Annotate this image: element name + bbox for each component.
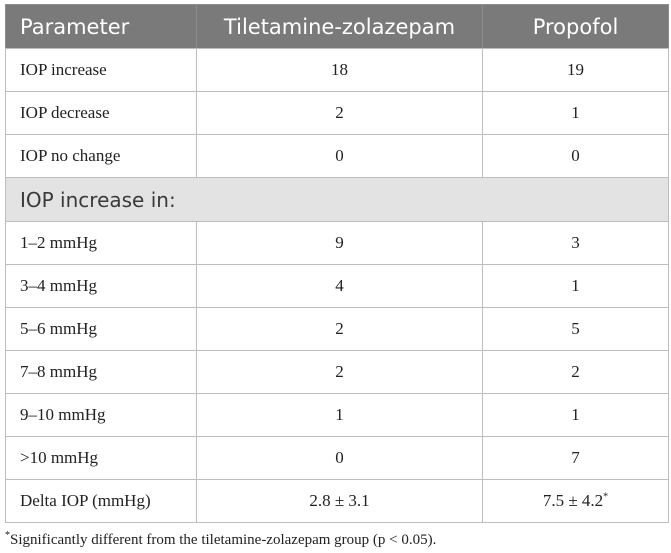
table-row [6, 49, 669, 92]
propofol-value: 1 [483, 92, 669, 135]
row-label: 7–8 mmHg [6, 351, 197, 394]
table-container [5, 4, 668, 523]
tz-value: 18 [197, 49, 483, 92]
footnote-mark: * [5, 530, 10, 541]
tz-value: 9 [197, 222, 483, 265]
propofol-value: 5 [483, 308, 669, 351]
propofol-value: 3 [483, 222, 669, 265]
propofol-value: 7 [483, 437, 669, 480]
header-parameter: Parameter [6, 5, 197, 49]
row-label: 1–2 mmHg [6, 222, 197, 265]
tz-value: 2 [197, 92, 483, 135]
propofol-value: 1 [483, 265, 669, 308]
table-row [6, 394, 669, 437]
section-row [6, 178, 669, 222]
table-row [6, 222, 669, 265]
tz-value: 0 [197, 135, 483, 178]
table-row [6, 135, 669, 178]
row-label: 5–6 mmHg [6, 308, 197, 351]
table-row [6, 265, 669, 308]
footnote-text: Significantly different from the tiletamine-zolazepam group (p < 0.05). [10, 532, 437, 548]
row-label: >10 mmHg [6, 437, 197, 480]
tz-value: 2.8 ± 3.1 [197, 480, 483, 523]
row-label: Delta IOP (mmHg) [6, 480, 197, 523]
header-tiletamine-zolazepam: Tiletamine-zolazepam [197, 5, 483, 49]
delta-row [6, 480, 669, 523]
tz-value: 2 [197, 308, 483, 351]
propofol-value: 1 [483, 394, 669, 437]
propofol-value: 0 [483, 135, 669, 178]
row-label: 9–10 mmHg [6, 394, 197, 437]
table-row [6, 437, 669, 480]
tz-value: 0 [197, 437, 483, 480]
tz-value: 2 [197, 351, 483, 394]
section-label: IOP increase in: [6, 178, 669, 222]
tz-value: 1 [197, 394, 483, 437]
header-row [6, 5, 669, 49]
propofol-value-cell [483, 480, 669, 523]
significance-mark: * [603, 491, 609, 503]
row-label: 3–4 mmHg [6, 265, 197, 308]
row-label: IOP decrease [6, 92, 197, 135]
table-row [6, 351, 669, 394]
propofol-value: 19 [483, 49, 669, 92]
iop-table [5, 4, 669, 523]
tz-value: 4 [197, 265, 483, 308]
row-label: IOP no change [6, 135, 197, 178]
row-label: IOP increase [6, 49, 197, 92]
table-row [6, 92, 669, 135]
table-row [6, 308, 669, 351]
propofol-value: 7.5 ± 4.2 [542, 491, 604, 510]
header-propofol: Propofol [483, 5, 669, 49]
propofol-value: 2 [483, 351, 669, 394]
footnote [5, 530, 436, 549]
